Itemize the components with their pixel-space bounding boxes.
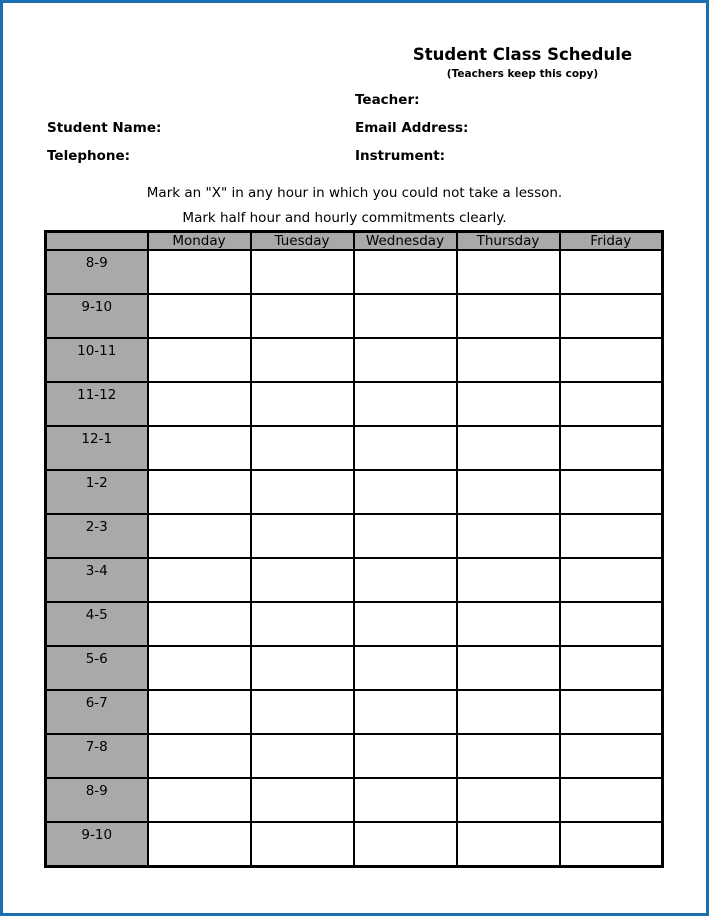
schedule-cell-thursday[interactable] <box>457 646 560 690</box>
schedule-cell-wednesday[interactable] <box>354 690 457 734</box>
telephone-label: Telephone: <box>47 148 131 164</box>
schedule-cell-friday[interactable] <box>560 470 663 514</box>
time-slot-label: 6-7 <box>46 690 148 734</box>
schedule-cell-friday[interactable] <box>560 338 663 382</box>
schedule-cell-tuesday[interactable] <box>251 382 354 426</box>
table-row <box>46 294 663 338</box>
time-slot-label: 10-11 <box>46 338 148 382</box>
schedule-table <box>44 230 664 868</box>
time-slot-label: 4-5 <box>46 602 148 646</box>
day-header-thursday: Thursday <box>457 232 560 251</box>
schedule-cell-thursday[interactable] <box>457 470 560 514</box>
schedule-cell-wednesday[interactable] <box>354 338 457 382</box>
schedule-cell-tuesday[interactable] <box>251 294 354 338</box>
schedule-cell-monday[interactable] <box>148 250 251 294</box>
schedule-cell-monday[interactable] <box>148 778 251 822</box>
day-header-wednesday: Wednesday <box>354 232 457 251</box>
schedule-cell-friday[interactable] <box>560 734 663 778</box>
time-slot-label: 1-2 <box>46 470 148 514</box>
schedule-cell-monday[interactable] <box>148 734 251 778</box>
page-title: Student Class Schedule <box>412 45 633 64</box>
schedule-cell-friday[interactable] <box>560 514 663 558</box>
schedule-cell-monday[interactable] <box>148 690 251 734</box>
schedule-cell-thursday[interactable] <box>457 734 560 778</box>
schedule-cell-thursday[interactable] <box>457 690 560 734</box>
schedule-cell-monday[interactable] <box>148 426 251 470</box>
schedule-cell-monday[interactable] <box>148 338 251 382</box>
table-row <box>46 558 663 602</box>
table-row <box>46 734 663 778</box>
table-row <box>46 690 663 734</box>
schedule-cell-friday[interactable] <box>560 294 663 338</box>
schedule-cell-thursday[interactable] <box>457 250 560 294</box>
schedule-cell-tuesday[interactable] <box>251 558 354 602</box>
schedule-cell-monday[interactable] <box>148 470 251 514</box>
schedule-cell-thursday[interactable] <box>457 294 560 338</box>
time-slot-label: 8-9 <box>46 778 148 822</box>
schedule-cell-tuesday[interactable] <box>251 778 354 822</box>
schedule-cell-wednesday[interactable] <box>354 646 457 690</box>
day-header-tuesday: Tuesday <box>251 232 354 251</box>
time-slot-label: 9-10 <box>46 822 148 867</box>
table-row <box>46 470 663 514</box>
schedule-cell-thursday[interactable] <box>457 514 560 558</box>
table-row <box>46 382 663 426</box>
schedule-cell-wednesday[interactable] <box>354 514 457 558</box>
schedule-cell-monday[interactable] <box>148 514 251 558</box>
schedule-cell-friday[interactable] <box>560 426 663 470</box>
day-header-monday: Monday <box>148 232 251 251</box>
schedule-cell-monday[interactable] <box>148 558 251 602</box>
table-row <box>46 822 663 867</box>
time-slot-label: 3-4 <box>46 558 148 602</box>
teacher-label: Teacher: <box>355 92 420 108</box>
table-row <box>46 514 663 558</box>
table-row <box>46 338 663 382</box>
schedule-cell-tuesday[interactable] <box>251 734 354 778</box>
schedule-cell-thursday[interactable] <box>457 338 560 382</box>
schedule-cell-wednesday[interactable] <box>354 778 457 822</box>
schedule-cell-wednesday[interactable] <box>354 822 457 867</box>
schedule-cell-tuesday[interactable] <box>251 338 354 382</box>
schedule-cell-friday[interactable] <box>560 778 663 822</box>
schedule-cell-tuesday[interactable] <box>251 690 354 734</box>
schedule-cell-monday[interactable] <box>148 382 251 426</box>
time-slot-label: 2-3 <box>46 514 148 558</box>
email-address-label: Email Address: <box>355 120 469 136</box>
schedule-cell-tuesday[interactable] <box>251 514 354 558</box>
student-name-label: Student Name: <box>47 120 162 136</box>
page-subtitle: (Teachers keep this copy) <box>446 68 599 80</box>
schedule-cell-friday[interactable] <box>560 646 663 690</box>
schedule-cell-tuesday[interactable] <box>251 822 354 867</box>
schedule-cell-wednesday[interactable] <box>354 558 457 602</box>
schedule-cell-thursday[interactable] <box>457 602 560 646</box>
schedule-cell-monday[interactable] <box>148 294 251 338</box>
schedule-cell-wednesday[interactable] <box>354 470 457 514</box>
schedule-cell-wednesday[interactable] <box>354 294 457 338</box>
time-slot-label: 7-8 <box>46 734 148 778</box>
instruction-line-2: Mark half hour and hourly commitments clearly. <box>182 210 507 226</box>
schedule-cell-friday[interactable] <box>560 690 663 734</box>
table-row <box>46 778 663 822</box>
schedule-cell-tuesday[interactable] <box>251 250 354 294</box>
schedule-cell-thursday[interactable] <box>457 558 560 602</box>
schedule-cell-wednesday[interactable] <box>354 734 457 778</box>
schedule-header-row <box>46 232 663 251</box>
schedule-cell-tuesday[interactable] <box>251 646 354 690</box>
time-slot-label: 11-12 <box>46 382 148 426</box>
schedule-cell-thursday[interactable] <box>457 382 560 426</box>
schedule-cell-thursday[interactable] <box>457 426 560 470</box>
schedule-cell-monday[interactable] <box>148 602 251 646</box>
schedule-cell-thursday[interactable] <box>457 822 560 867</box>
instrument-label: Instrument: <box>355 148 446 164</box>
schedule-cell-tuesday[interactable] <box>251 426 354 470</box>
schedule-cell-friday[interactable] <box>560 382 663 426</box>
instruction-line-1: Mark an "X" in any hour in which you could not take a lesson. <box>146 185 563 201</box>
schedule-cell-wednesday[interactable] <box>354 382 457 426</box>
schedule-cell-wednesday[interactable] <box>354 250 457 294</box>
schedule-cell-friday[interactable] <box>560 250 663 294</box>
schedule-cell-tuesday[interactable] <box>251 602 354 646</box>
schedule-cell-wednesday[interactable] <box>354 426 457 470</box>
time-slot-label: 5-6 <box>46 646 148 690</box>
time-slot-label: 9-10 <box>46 294 148 338</box>
schedule-cell-wednesday[interactable] <box>354 602 457 646</box>
schedule-cell-monday[interactable] <box>148 822 251 867</box>
schedule-cell-thursday[interactable] <box>457 778 560 822</box>
schedule-cell-friday[interactable] <box>560 822 663 867</box>
schedule-cell-friday[interactable] <box>560 558 663 602</box>
schedule-cell-tuesday[interactable] <box>251 470 354 514</box>
table-row <box>46 426 663 470</box>
schedule-cell-monday[interactable] <box>148 646 251 690</box>
table-row <box>46 646 663 690</box>
corner-header <box>46 232 148 251</box>
schedule-cell-friday[interactable] <box>560 602 663 646</box>
day-header-friday: Friday <box>560 232 663 251</box>
table-row <box>46 250 663 294</box>
time-slot-label: 12-1 <box>46 426 148 470</box>
time-slot-label: 8-9 <box>46 250 148 294</box>
table-row <box>46 602 663 646</box>
